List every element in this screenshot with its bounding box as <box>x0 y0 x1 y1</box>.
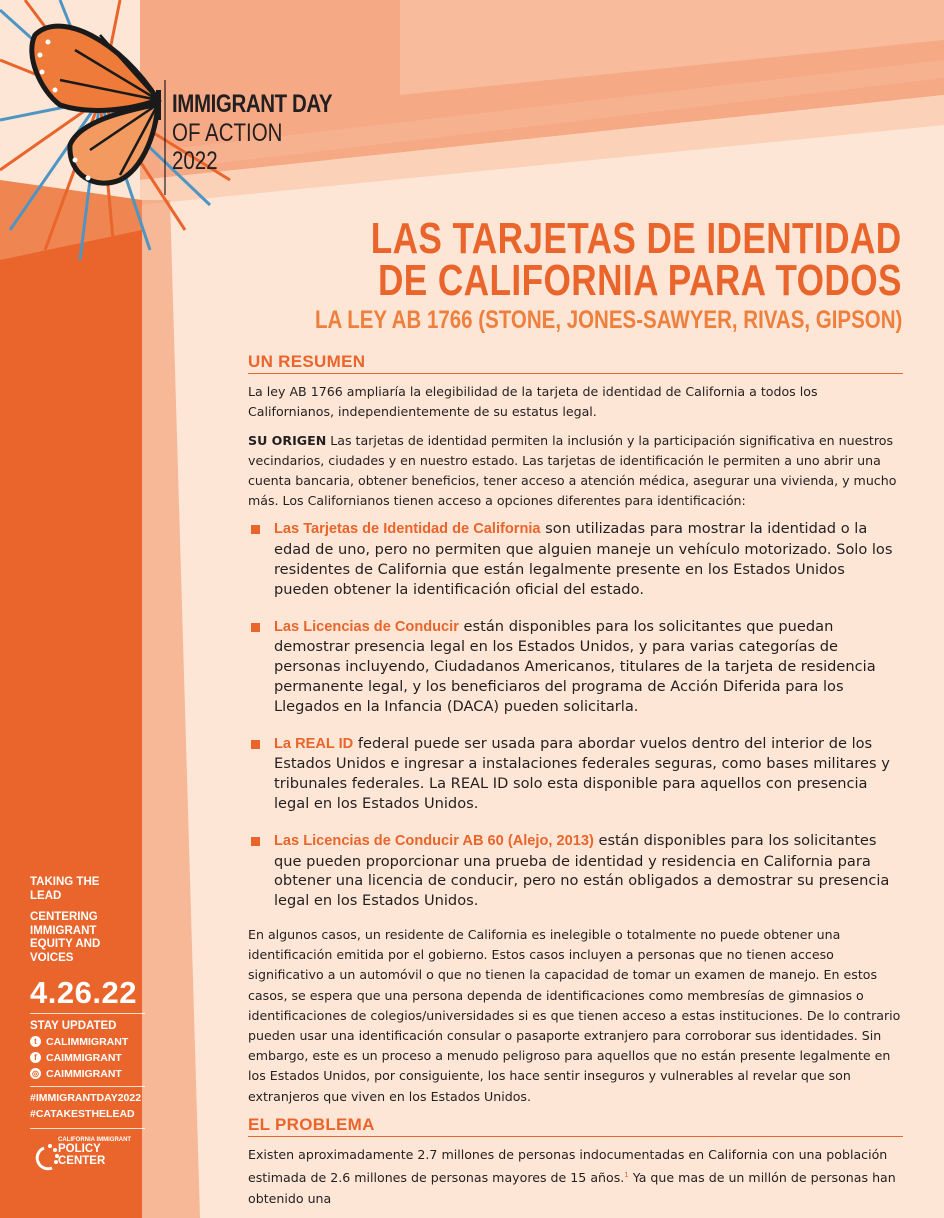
org-logo-text <box>58 1137 145 1167</box>
closing-paragraph: En algunos casos, un residente de California es inelegible o totalmente no puede obtener una identificación emitida por el gobierno. Estos casos incluyen a personas que no tienen acceso significativo a un automóvil o que no tienen la capacidad de tomar un examen de manejo. En estos casos, se espera que una persona dependa de identificaciones como membresías de gimnasios o identificaciones de colegios/universidades si es que tienen acceso a estas instituciones. De lo contrario pueden usar una identificación consular o pasaporte extranjero para corroborar sus identidades. Sin embargo, este es un proceso a menudo peligroso para aquellos que no están presente legalmente en los Estados Unidos, por consiguiente, los hace sentir inseguros y vulnerables al revelar que son extranjeros que viven en los Estados Unidos. <box>248 926 901 1104</box>
hashtag-catakesthelead[interactable]: #CATAKESTHELEAD <box>30 1107 135 1120</box>
page-subtitle: LA LEY AB 1766 (STONE, JONES-SAWYER, RIVAS, GIPSON) <box>314 306 902 334</box>
summary-intro: La ley AB 1766 ampliaría la elegibilidad de la tarjeta de identidad de California a todos los Californianos, independientemente de su estatus legal. <box>248 384 818 420</box>
logo-line-1: IMMIGRANT DAY <box>172 90 333 118</box>
twitter-icon: t <box>30 1036 41 1047</box>
list-item-text: son utilizadas para mostrar la identidad o la edad de uno, pero no permiten que alguien maneje un vehículo motorizado. Solo los residentes de California que están legalmente presente en los Estados Unidos pueden obtener la identificación oficial del estado. <box>274 520 893 598</box>
instagram-icon: ◎ <box>30 1068 41 1079</box>
problem-text-b: Ya que mas de un millón de personas han obtenido una <box>248 1170 896 1206</box>
list-item-text: federal puede ser usada para abordar vuelos dentro del interior de los Estados Unidos e ingresar a instalaciones federales seguras, como bases militares y tribunales federales. La REAL ID solo esta disponible para aquellos con presencia legal en los Estados Unidos. <box>274 734 890 812</box>
sidebar-centering: CENTERING IMMIGRANT EQUITY AND VOICES <box>30 911 101 964</box>
facebook-icon: f <box>30 1052 41 1063</box>
problem-paragraph <box>248 1145 903 1209</box>
list-item <box>248 734 903 814</box>
list-item <box>248 519 903 599</box>
instagram-link[interactable] <box>30 1066 145 1082</box>
list-item-text: están disponibles para los solicitantes que pueden proporcionar una prueba de identidad y residencia en California para obtener una licencia de conducir, pero no están obligados a demostrar su presencia legal en los Estados Unidos. <box>274 831 890 910</box>
twitter-link[interactable] <box>30 1034 145 1050</box>
page-title-line-1: LAS TARJETAS DE IDENTIDAD <box>371 214 902 263</box>
page-title-line-2: DE CALIFORNIA PARA TODOS <box>378 256 902 305</box>
bullet-square-icon <box>251 525 260 534</box>
instagram-handle: CAIMMIGRANT <box>46 1067 122 1080</box>
bullet-square-icon <box>251 837 260 846</box>
divider <box>30 1128 145 1129</box>
origin-paragraph <box>248 431 903 512</box>
list-item-lead: Las Tarjetas de Identidad de California <box>274 521 541 538</box>
origin-text: Las tarjetas de identidad permiten la inclusión y la participación significativa en nuestros vecindarios, ciudades y en nuestro estado. Las tarjetas de identificación le permiten a uno abrir una cuenta bancaria, obtener beneficios, tener acceso a atención médica, asegurar una vivienda, y mucho más. Los Californianos tienen acceso a opciones diferentes para identificación: <box>248 432 897 509</box>
list-item-text: están disponibles para los solicitantes que puedan demostrar presencia legal en los Estados Unidos, y para varias categorías de personas incluyendo, Ciudadanos Americanos, titulares de la tarjeta de residencia permanente legal, y los beneficiaros del programa de Acción Diferida para los Llegados en la Infancia (DACA) pueden solicitarla. <box>274 617 876 715</box>
list-item-lead: Las Licencias de Conducir <box>274 618 459 635</box>
org-line-1: CALIFORNIA IMMIGRANT <box>58 1136 132 1143</box>
list-item-lead: La REAL ID <box>274 735 354 752</box>
sidebar-taking-lead: TAKING THE LEAD <box>30 876 100 902</box>
event-date: 4.26.22 <box>30 975 137 1010</box>
bullet-square-icon <box>251 623 260 632</box>
divider <box>30 1013 145 1014</box>
problem-text-a: Existen aproximadamente 2.7 millones de personas indocumentadas en California con una población estimada de 2.6 millones de personas mayores de 15 años. <box>248 1147 888 1186</box>
stay-updated: STAY UPDATED <box>30 1020 117 1032</box>
section-heading-summary: UN RESUMEN <box>248 352 903 374</box>
origin-label: SU ORIGEN <box>248 432 327 448</box>
footnote-marker[interactable]: 1 <box>624 1171 629 1180</box>
hashtag-immigrantday[interactable]: #IMMIGRANTDAY2022 <box>30 1091 142 1104</box>
org-line-2: POLICY CENTER <box>58 1142 106 1167</box>
logo-line-3: 2022 <box>172 147 218 175</box>
main-content <box>248 352 903 1217</box>
list-item <box>248 617 903 717</box>
section-heading-problem: EL PROBLEMA <box>248 1115 903 1137</box>
facebook-link[interactable] <box>30 1050 145 1066</box>
list-item <box>248 831 903 911</box>
twitter-handle: CALIMMIGRANT <box>46 1035 129 1048</box>
event-logo-title <box>172 92 367 174</box>
list-item-lead: Las Licencias de Conducir AB 60 (Alejo, 2013) <box>274 832 594 849</box>
logo-line-2: OF ACTION <box>172 119 283 147</box>
sidebar <box>30 876 145 1167</box>
divider <box>30 1086 145 1087</box>
facebook-handle: CAIMMIGRANT <box>46 1051 122 1064</box>
bullet-square-icon <box>251 740 260 749</box>
id-options-list <box>248 519 903 911</box>
